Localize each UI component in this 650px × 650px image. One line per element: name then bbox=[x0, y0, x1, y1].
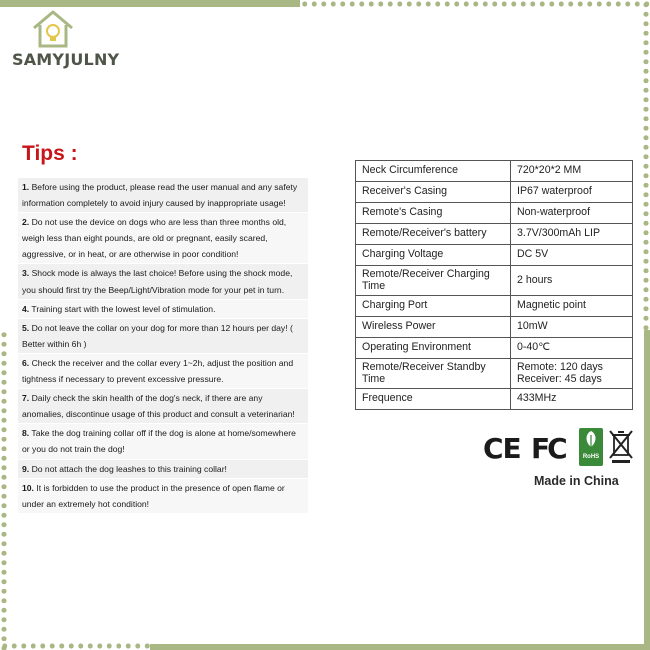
table-row: Remote/Receiver Charging Time 2 hours bbox=[356, 266, 633, 296]
table-row: Receiver's Casing IP67 waterproof bbox=[356, 182, 633, 203]
table-row: Remote/Receiver Standby Time Remote: 120 days Receiver: 45 days bbox=[356, 359, 633, 389]
table-row: Remote's Casing Non-waterproof bbox=[356, 203, 633, 224]
table-row: Remote/Receiver's battery 3.7V/300mAh LIP bbox=[356, 224, 633, 245]
frame-bar-top bbox=[0, 0, 300, 7]
ce-mark: CE bbox=[483, 432, 521, 465]
spec-table bbox=[355, 160, 633, 410]
table-row: Wireless Power 10mW bbox=[356, 317, 633, 338]
frame-bar-bottom bbox=[150, 644, 650, 650]
list-item: 6. Check the receiver and the collar every 1~2h, adjust the position and tightness if necessary to prevent excessive pressure. bbox=[18, 354, 308, 388]
table-row: Operating Environment 0-40℃ bbox=[356, 338, 633, 359]
list-item: 8. Take the dog training collar off if the dog is alone at home/somewhere or you do not train the dog! bbox=[18, 424, 308, 458]
tips-title: Tips : bbox=[22, 142, 78, 165]
frame-dots-right bbox=[642, 0, 650, 330]
list-item: 3. Shock mode is always the last choice! Before using the shock mode, you should first try the Beep/Light/Vibration mode for your pet in turn. bbox=[18, 264, 308, 298]
list-item: 2. Do not use the device on dogs who are less than three months old, weigh less than eight pounds, are old or pregnant, easily scared, aggressive, or in heat, or are otherwise in poor condition! bbox=[18, 213, 308, 263]
rohs-label: RoHS bbox=[582, 454, 600, 460]
crossed-bin-icon bbox=[608, 428, 634, 466]
leaf-icon bbox=[579, 428, 603, 450]
brand-name: SAMYJULNY bbox=[12, 50, 120, 69]
certification-marks bbox=[483, 428, 633, 468]
rohs-badge bbox=[579, 428, 603, 466]
brand-logo bbox=[12, 8, 120, 72]
frame-dots-top bbox=[300, 0, 650, 8]
table-row: Neck Circumference 720*20*2 MM bbox=[356, 161, 633, 182]
list-item: 10. It is forbidden to use the product in the presence of open flame or under an extremely hot condition! bbox=[18, 479, 308, 513]
list-item: 4. Training start with the lowest level of stimulation. bbox=[18, 300, 308, 318]
table-row: Charging Port Magnetic point bbox=[356, 296, 633, 317]
frame-bar-right bbox=[644, 330, 650, 650]
origin-label: Made in China bbox=[534, 474, 619, 488]
house-bulb-icon bbox=[30, 8, 76, 50]
table-row: Charging Voltage DC 5V bbox=[356, 245, 633, 266]
table-row: Frequence 433MHz bbox=[356, 389, 633, 410]
tips-list bbox=[18, 178, 308, 514]
frame-dots-bottom bbox=[0, 642, 150, 650]
list-item: 9. Do not attach the dog leashes to this training collar! bbox=[18, 460, 308, 478]
list-item: 1. Before using the product, please read the user manual and any safety information completely to avoid injury caused by inappropriate usage! bbox=[18, 178, 308, 212]
frame-dots-left bbox=[0, 330, 8, 650]
fc-mark: FC bbox=[531, 432, 565, 465]
list-item: 7. Daily check the skin health of the dog's neck, if there are any anomalies, discontinue usage of this product and consult a veterinarian! bbox=[18, 389, 308, 423]
list-item: 5. Do not leave the collar on your dog for more than 12 hours per day! ( Better within 6h ) bbox=[18, 319, 308, 353]
